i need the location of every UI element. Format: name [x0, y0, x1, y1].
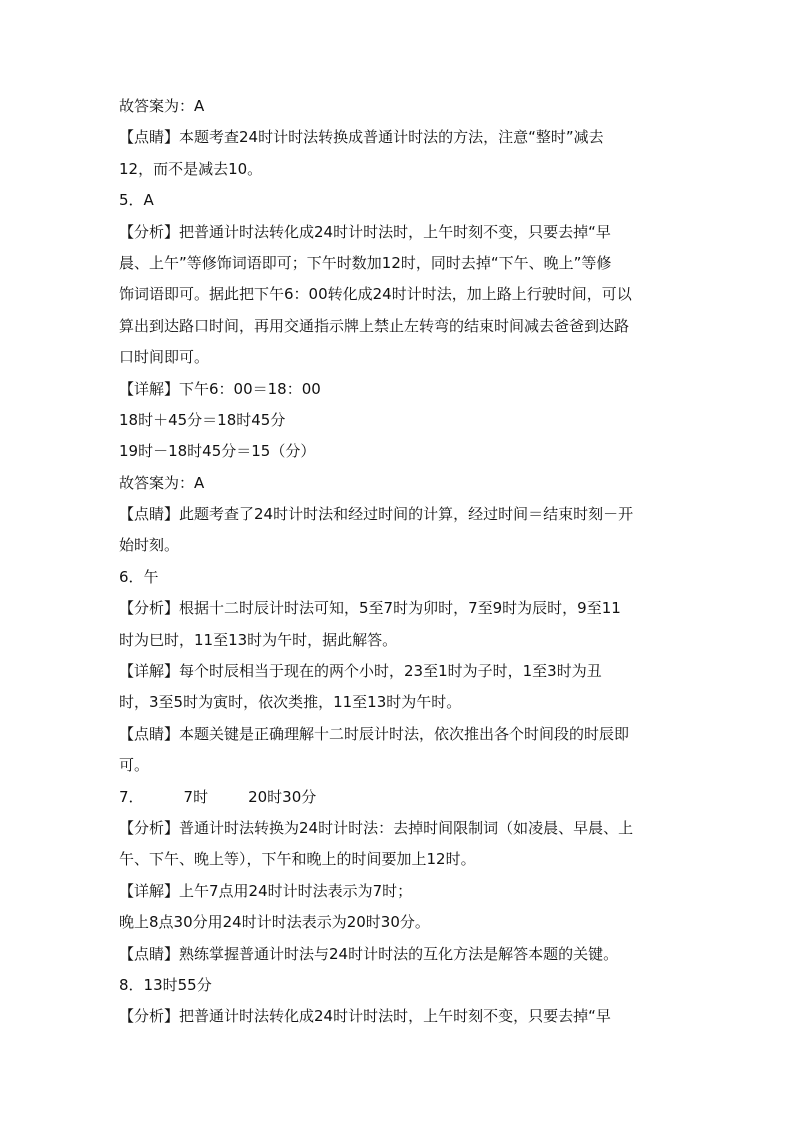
text-line: 【详解】下午6：00＝18：00 — [119, 379, 321, 398]
text-line: 【详解】上午7点用24时计时法表示为7时； — [119, 881, 413, 900]
text-line: 【分析】根据十二时辰计时法可知，5至7时为卯时，7至9时为辰时，9至11 — [119, 599, 621, 618]
text-line: 【详解】每个时辰相当于现在的两个小时，23至1时为子时，1至3时为丑 — [119, 662, 602, 681]
answer-text-body — [119, 91, 689, 1033]
text-line: 始时刻。 — [119, 536, 180, 555]
text-line: 晚上8点30分用24时计时法表示为20时30分。 — [119, 913, 430, 932]
text-line: 可。 — [119, 756, 150, 775]
text-line: 【点睛】此题考查了24时计时法和经过时间的计算，经过时间＝结束时刻－开 — [119, 505, 634, 524]
text-line: 时，3至5时为寅时，依次类推，11至13时为午时。 — [119, 693, 462, 712]
text-line: 饰词语即可。据此把下午6：00转化成24时计时法，加上路上行驶时间，可以 — [119, 285, 632, 304]
text-line: 口时间即可。 — [119, 348, 210, 367]
question-7-answer — [119, 782, 689, 813]
text-line: 算出到达路口时间，再用交通指示牌上禁止左转弯的结束时间减去爸爸到达路 — [119, 316, 630, 335]
question-7-answer-1: 7时 — [183, 787, 209, 806]
question-5-answer: 5．A — [119, 191, 154, 210]
text-line: 【分析】把普通计时法转化成24时计时法时，上午时刻不变，只要去掉“早 — [119, 222, 611, 241]
text-line: 【点睛】熟练掌握普通计时法与24时计时法的互化方法是解答本题的关键。 — [119, 944, 619, 963]
text-line: 午、下午、晚上等），下午和晚上的时间要加上12时。 — [119, 850, 476, 869]
text-line: 【点睛】本题关键是正确理解十二时辰计时法，依次推出各个时间段的时辰即 — [119, 724, 630, 743]
question-7-number: 7． — [119, 787, 144, 806]
text-line: 晨、上午”等修饰词语即可；下午时数加12时，同时去掉“下午、晚上”等修 — [119, 253, 612, 272]
text-line: 【点睛】本题考查24时计时法转换成普通计时法的方法，注意“整时”减去 — [119, 128, 604, 147]
text-line: 时为巳时，11至13时为午时，据此解答。 — [119, 630, 398, 649]
text-line: 故答案为：A — [119, 473, 205, 492]
question-7-answer-2: 20时30分 — [248, 787, 317, 806]
text-line: 【分析】普通计时法转换为24时计时法：去掉时间限制词（如凌晨、早晨、上 — [119, 818, 634, 837]
question-6-answer: 6．午 — [119, 567, 159, 586]
text-line: 故答案为：A — [119, 97, 205, 115]
text-line: 19时－18时45分＝15（分） — [119, 442, 316, 461]
question-8-answer: 8．13时55分 — [119, 975, 212, 994]
text-line: 【分析】把普通计时法转化成24时计时法时，上午时刻不变，只要去掉“早 — [119, 1007, 611, 1026]
text-line: 18时＋45分＝18时45分 — [119, 410, 286, 429]
text-line: 12，而不是减去10。 — [119, 159, 263, 178]
